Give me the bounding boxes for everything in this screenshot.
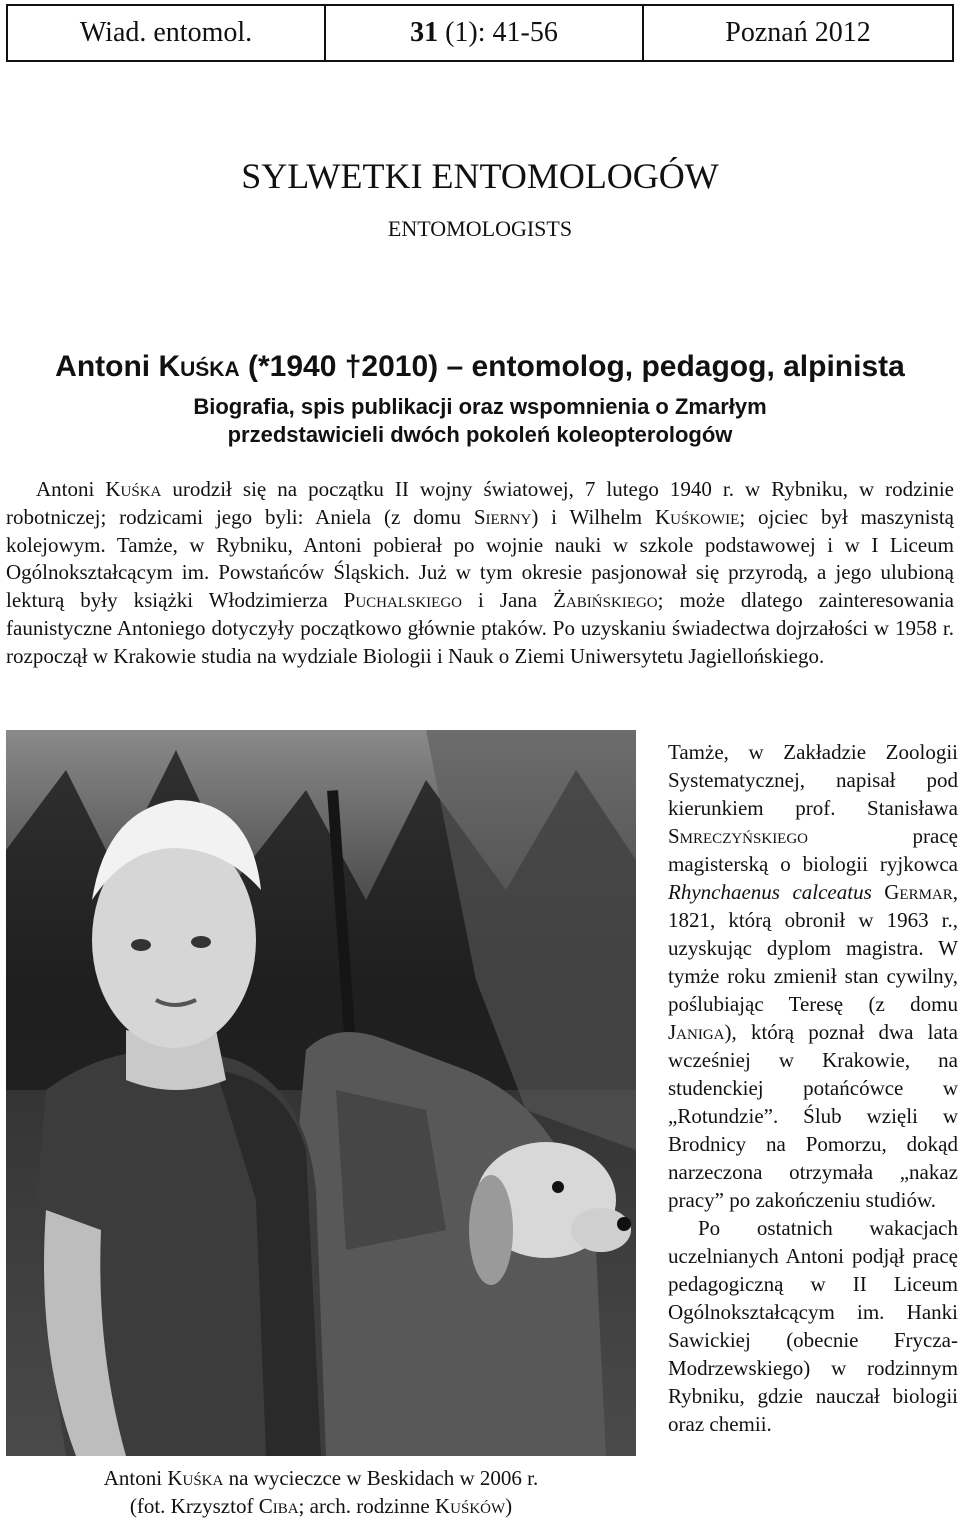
surname: Puchalskiego	[343, 588, 462, 613]
title-name: Kuśka	[158, 350, 240, 383]
section-subtitle: ENTOMOLOGISTS	[387, 216, 573, 241]
species-name: Rhynchaenus calceatus	[668, 880, 872, 904]
title-rest: (*1940 †2010) – entomolog, pedagog, alpinista	[239, 350, 905, 383]
journal-header	[6, 4, 954, 62]
surname: Kuśkowie	[654, 504, 740, 529]
issue-pages: (1): 41-56	[445, 17, 558, 48]
surname: Kuśka	[167, 1466, 224, 1490]
text-run: ), którą poznał dwa lata wcześniej w Krakowie, na studenckiej potańcówce w „Rotundzie”. Ślub wzięli w Brodnicy na Pomorzu, dokąd narzeczona otrzymała „nakaz pracy” po zakończeniu studiów.	[668, 1020, 958, 1212]
text-run: urodził się na początku II wojny światowej, 7 lutego 1940 r. w Rybniku, w rodzinie robotniczej; rodzicami jego byli: Aniela (z domu	[6, 477, 954, 529]
text-run: Tamże, w Zakładzie Zoologii Systematycznej, napisał pod kierunkiem prof. Stanisława	[668, 740, 958, 820]
body-paragraph-1	[6, 476, 954, 671]
surname: Sierny	[473, 504, 532, 529]
photo-caption	[6, 1464, 636, 1520]
text-run: (fot. Krzysztof	[129, 1494, 259, 1518]
text-run: ; arch. rodzinne	[298, 1494, 435, 1518]
surname: Janiga	[668, 1020, 725, 1044]
text-run: ) i Wilhelm	[531, 504, 655, 529]
text-run: Antoni	[36, 477, 106, 501]
surname: Żabińskiego	[553, 588, 658, 613]
text-run	[872, 880, 884, 904]
right-column-text	[668, 738, 958, 1438]
text-run: Antoni	[103, 1466, 168, 1490]
title-prefix: Antoni	[55, 350, 159, 383]
article-subtitle	[0, 393, 960, 449]
caption-line-1	[6, 1464, 636, 1492]
text-run: )	[505, 1494, 513, 1518]
article-subtitle-line1: Biografia, spis publikacji oraz wspomnienia o Zmarłym	[193, 394, 767, 419]
article-title	[0, 350, 960, 384]
text-run: pracę magisterską o biologii ryjkowca	[668, 824, 958, 876]
body-paragraph-2	[668, 738, 958, 1214]
journal-volume-pages	[326, 6, 644, 60]
text-run: ; ojciec był maszynistą kolejowym. Tamże, w Rybniku, Antoni pobierał po wojnie nauki w szkole podstawowej i w I Liceum Ogólnokształcącym im. Powstańców Śląskich. Już w tym okresie pasjonował się przyrodą, a jego ulubioną lekturą były książki Włodzimierza	[6, 504, 954, 613]
author-name: Germar	[884, 880, 953, 904]
section-title: SYLWETKI ENTOMOLOGÓW	[241, 156, 719, 196]
article-subtitle-line2: przedstawicieli dwóch pokoleń koleopterologów	[227, 422, 733, 447]
body-paragraph-3: Po ostatnich wakacjach uczelnianych Antoni podjął pracę pedagogiczną w II Liceum Ogólnokształcącym im. Hanki Sawickiej (obecnie Frycza-Modrzewskiego) w rodzinnym Rybniku, gdzie nauczał biologii oraz chemii.	[668, 1216, 958, 1436]
surname: Kuśków	[435, 1494, 506, 1518]
text-run: na wycieczce w Beskidach w 2006 r.	[223, 1466, 539, 1490]
text-run: i Jana	[462, 588, 554, 613]
text-run: ; może dlatego zainteresowania faunistyczne Antoniego dotyczyły początkowo głównie ptaków. Po uzyskaniu świadectwa dojrzałości w 1958 r. rozpoczął w Krakowie studia na wydziale Biologii i Nauk o Ziemi Uniwersytetu Jagiellońskiego.	[6, 588, 954, 668]
volume-number: 31	[410, 17, 439, 48]
surname: Smreczyńskiego	[668, 824, 809, 848]
text-run: , 1821, którą obronił w 1963 r., uzyskując dyplom magistra. W tymże roku zmienił stan cywilny, poślubiając Teresę (z domu	[668, 880, 958, 1016]
journal-name: Wiad. entomol.	[8, 6, 326, 60]
portrait-photo	[6, 730, 636, 1456]
surname: Ciba	[258, 1494, 299, 1518]
publication-place-year: Poznań 2012	[725, 17, 871, 48]
surname: Kuśka	[105, 477, 162, 501]
caption-line-2	[6, 1492, 636, 1520]
photo-illustration	[6, 730, 636, 1456]
